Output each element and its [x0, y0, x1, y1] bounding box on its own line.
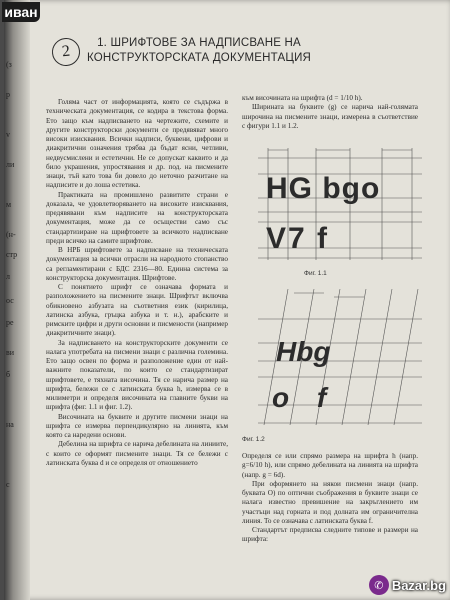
figure-1-1-font-diagram	[254, 140, 424, 265]
right-text-column-bottom	[242, 452, 418, 545]
margin-fragment: ос	[6, 296, 14, 305]
margin-fragment: м	[6, 200, 12, 209]
margin-fragment: с	[6, 480, 10, 489]
paragraph: Ширината на буквите (g) се нарича най-голямата широчина на писмените знаци, измерена в съответствие с фигури 1.1 и 1.2.	[242, 103, 418, 130]
margin-fragment: ре	[6, 318, 14, 327]
margin-fragment: v	[6, 130, 10, 139]
paragraph: Височината на буквите и другите писмени знаци на шрифта се измерва перпендикулярно на линията, към която са наредени основи.	[46, 412, 228, 439]
margin-fragment: стр	[6, 250, 18, 259]
paragraph: В НРБ шрифтовете за надписване на техническата документация за всички отрасли на народното стопанство са регламентирани с БДС 2316—80. Единна система за конструкторска документация. Шрифтове.	[46, 246, 228, 282]
paragraph: Практиката на промишлено развитите страни е доказала, че удовлетворяването на високите изисквания, предявявани към надписите на конструкторската документация, може да се осъществи само със стандартизиране на шрифтовете за всичкото надписване преди всичко на самите шрифтове.	[46, 190, 228, 245]
user-watermark	[2, 2, 40, 22]
left-text-column	[46, 98, 228, 468]
margin-fragment: на	[6, 420, 14, 429]
paragraph: Дебелина на шрифта се нарича дебелината на линиите, с които се оформят писмените знаци. Тя се бележи с латинската буква d и се определя от отношението	[46, 440, 228, 467]
figure-1-1-sample-top: HG bgo	[266, 172, 381, 205]
margin-fragment: л	[6, 272, 10, 281]
figure-1-2-sample-top: Hbg	[276, 336, 331, 367]
figure-1-2-sample-bottom: o f	[272, 382, 337, 413]
margin-fragment: ви	[6, 348, 15, 357]
margin-fragment: (н-	[6, 230, 16, 239]
margin-fragment: (з	[6, 60, 12, 69]
brand-text: Bazar.bg	[391, 577, 446, 593]
figure-1-2-font-diagram	[254, 285, 424, 430]
book-page	[4, 0, 450, 600]
paragraph: Стандартът предписва следните типове и размери на шрифта:	[242, 526, 418, 544]
paragraph: Голяма част от информацията, която се съдържа в техническата документация, се кодира в текстова форма. Ето защо към надписването на чертежите, схемите и другите конструкторски документи се предявяват много високи изисквания. Всички надписи, буквени, цифрови и диакритични означения трябва да бъдат ясни, четливи, недвусмислени и естетични. Не се допускат каквито и да било украшения, упростявания и др. под. на писмените знаци, тъй като това би довело до неточно разчитане на надписите и до лоша естетика.	[46, 98, 228, 190]
chapter-title: 1. ШРИФТОВЕ ЗА НАДПИСВАНЕ НА КОНСТРУКТОРСКАТА ДОКУМЕНТАЦИЯ	[86, 37, 312, 64]
paragraph: С понятието шрифт се означава формата и разположението на писмените знаци. Шрифтът включва обикновено азбузата на съответния език (кирилица, латинска азбука, гръцка азбука и т. н.), арабските и римските цифри и други основни и писмености (например диакритичните знаци).	[46, 283, 228, 338]
previous-page-edge	[4, 0, 30, 600]
margin-fragment: ли	[6, 160, 15, 169]
phone-bubble-icon: ✆	[369, 575, 389, 595]
paragraph: към височината на шрифта (d = 1/10 h).	[242, 94, 363, 102]
margin-fragment: б	[6, 370, 11, 379]
figure-1-1-caption: Фиг. 1.1	[304, 270, 327, 277]
paragraph: При оформянето на някои писмени знаци (напр. буквата О) по оптични съображения в буквите знаци се налага известно превишение на закръглението им участъци над горната и под долната им ограничителна линия. То се означава с латинската буква f.	[242, 479, 418, 525]
figure-1-2-caption: Фиг. 1.2	[242, 436, 265, 443]
figure-1-1-sample-bottom: V7 f	[266, 222, 330, 255]
paragraph: За надписването на конструкторските документи се налага употребата на писмени знаци с различна големина. Ето защо освен по форма и разположение един от най-важните показатели, по които се стандартизират шрифтовете, е тяхната височина. Тя се нарича размер на шрифта, бележи се с латинската буква h, измерва се в милиметри и определя височината на главните букви на шрифта (фиг. 1.1 и фиг. 1.2).	[46, 338, 228, 412]
watermark-text: иван	[4, 4, 38, 20]
right-text-column-top	[242, 94, 418, 131]
brand-watermark	[369, 574, 446, 596]
page-number-circled: 2	[51, 37, 82, 68]
paragraph: Определя се или спрямо размера на шрифта h (напр. g=6/10 h), или спрямо дебелината на линията на шрифта (напр. g = 6d).	[242, 452, 418, 479]
margin-fragment: р	[6, 90, 10, 99]
